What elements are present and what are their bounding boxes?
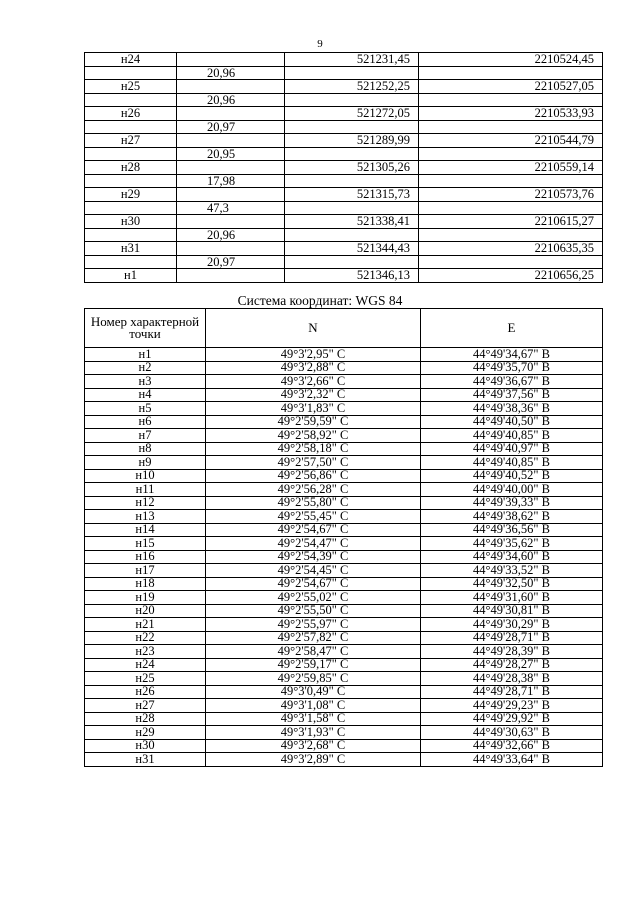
cell-n: 521252,25 [285,80,419,94]
cell-pt [85,174,177,188]
cell-n: 49°2'59,85" С [206,672,421,686]
cell-n: 521344,43 [285,242,419,256]
table-row [85,375,603,389]
cell-e: 44°49'28,71" В [421,685,603,699]
cell-n [285,228,419,242]
table-row [85,618,603,632]
cell-n [285,66,419,80]
table-row [85,361,603,375]
cell-point: н5 [85,402,206,416]
cell-e: 2210635,35 [419,242,603,256]
cell-point: н29 [85,726,206,740]
cell-n: 49°2'59,17" С [206,658,421,672]
distance-row [85,147,603,161]
cell-pt: н27 [85,134,177,148]
cell-n: 49°2'54,39" С [206,550,421,564]
cell-point: н16 [85,550,206,564]
cell-dist: 20,96 [177,66,285,80]
cell-n [285,147,419,161]
cell-point: н8 [85,442,206,456]
table-row [85,402,603,416]
cell-pt: н30 [85,215,177,229]
cell-e: 2210615,27 [419,215,603,229]
cell-dist [177,269,285,283]
table-row [85,564,603,578]
cell-dist [177,242,285,256]
cell-dist: 20,96 [177,93,285,107]
coordinates-table-wgs84 [84,308,603,767]
cell-n [285,93,419,107]
header-point: Номер характерной точки [85,309,206,348]
cell-n: 49°2'55,02" С [206,591,421,605]
cell-n: 49°2'55,97" С [206,618,421,632]
cell-dist [177,80,285,94]
cell-dist [177,53,285,67]
cell-point: н10 [85,469,206,483]
cell-n: 49°2'58,18" С [206,442,421,456]
table-row [85,456,603,470]
cell-n: 49°3'1,08" С [206,699,421,713]
cell-pt [85,120,177,134]
page-number: 9 [317,38,323,50]
cell-point: н18 [85,577,206,591]
table-row [85,415,603,429]
cell-point: н24 [85,658,206,672]
table-row [85,550,603,564]
cell-pt: н24 [85,53,177,67]
cell-point: н17 [85,564,206,578]
cell-e: 2210656,25 [419,269,603,283]
coordinates-table-msk [84,52,603,283]
cell-n: 49°3'2,68" С [206,739,421,753]
cell-pt [85,93,177,107]
table-row [85,496,603,510]
cell-n: 49°3'1,83" С [206,402,421,416]
table-row [85,429,603,443]
cell-e: 2210527,05 [419,80,603,94]
table-row [85,107,603,121]
cell-pt: н1 [85,269,177,283]
cell-point: н14 [85,523,206,537]
cell-n: 49°3'2,88" С [206,361,421,375]
cell-e: 44°49'40,97" В [421,442,603,456]
table-row [85,161,603,175]
cell-pt [85,66,177,80]
table-row [85,53,603,67]
cell-n: 49°3'1,93" С [206,726,421,740]
cell-point: н21 [85,618,206,632]
table-row [85,80,603,94]
table-row [85,753,603,767]
table-row [85,577,603,591]
cell-point: н30 [85,739,206,753]
cell-n: 49°2'59,59" С [206,415,421,429]
cell-n: 49°3'2,89" С [206,753,421,767]
cell-e: 44°49'37,56" В [421,388,603,402]
table-row [85,215,603,229]
cell-n: 49°2'58,92" С [206,429,421,443]
cell-dist: 20,95 [177,147,285,161]
cell-e: 44°49'34,67" В [421,348,603,362]
cell-n: 49°3'2,32" С [206,388,421,402]
cell-e: 44°49'28,27" В [421,658,603,672]
cell-pt [85,228,177,242]
distance-row [85,120,603,134]
cell-n: 521315,73 [285,188,419,202]
cell-e: 44°49'33,64" В [421,753,603,767]
cell-pt: н29 [85,188,177,202]
cell-pt: н26 [85,107,177,121]
cell-e: 44°49'40,00" В [421,483,603,497]
cell-n: 49°3'2,95" С [206,348,421,362]
cell-e: 44°49'28,39" В [421,645,603,659]
cell-point: н7 [85,429,206,443]
table-row [85,483,603,497]
cell-dist [177,134,285,148]
cell-e [419,174,603,188]
cell-e: 44°49'28,38" В [421,672,603,686]
cell-e: 44°49'40,50" В [421,415,603,429]
cell-n: 49°3'2,66" С [206,375,421,389]
cell-point: н25 [85,672,206,686]
cell-e: 44°49'28,71" В [421,631,603,645]
cell-n: 521305,26 [285,161,419,175]
cell-dist: 47,3 [177,201,285,215]
table-row [85,631,603,645]
cell-e: 44°49'31,60" В [421,591,603,605]
cell-e [419,120,603,134]
cell-point: н22 [85,631,206,645]
cell-pt [85,201,177,215]
cell-e [419,255,603,269]
table-row [85,388,603,402]
cell-dist [177,215,285,229]
cell-n: 49°2'57,82" С [206,631,421,645]
cell-point: н20 [85,604,206,618]
cell-e: 2210533,93 [419,107,603,121]
cell-n: 49°2'54,45" С [206,564,421,578]
cell-e: 44°49'36,67" В [421,375,603,389]
cell-e: 44°49'29,23" В [421,699,603,713]
coordinate-system-title: Система координат: WGS 84 [237,293,403,308]
cell-point: н11 [85,483,206,497]
cell-e: 44°49'40,52" В [421,469,603,483]
cell-point: н6 [85,415,206,429]
cell-e: 44°49'36,56" В [421,523,603,537]
cell-n: 49°2'55,80" С [206,496,421,510]
cell-e [419,147,603,161]
distance-row [85,255,603,269]
cell-e: 44°49'39,33" В [421,496,603,510]
table-row [85,726,603,740]
header-n: N [206,309,421,348]
cell-dist: 17,98 [177,174,285,188]
cell-n: 49°2'58,47" С [206,645,421,659]
cell-e: 44°49'35,70" В [421,361,603,375]
cell-e: 44°49'30,81" В [421,604,603,618]
distance-row [85,201,603,215]
table-row [85,591,603,605]
cell-n [285,255,419,269]
table-row [85,672,603,686]
distance-row [85,93,603,107]
cell-point: н15 [85,537,206,551]
cell-n: 49°3'1,58" С [206,712,421,726]
cell-n: 49°2'54,67" С [206,577,421,591]
cell-pt [85,147,177,161]
table-row [85,510,603,524]
cell-dist [177,161,285,175]
table-row [85,537,603,551]
cell-e: 44°49'40,85" В [421,429,603,443]
cell-n: 49°2'54,47" С [206,537,421,551]
cell-e [419,66,603,80]
cell-n: 521231,45 [285,53,419,67]
table-row [85,469,603,483]
distance-row [85,228,603,242]
cell-n: 521338,41 [285,215,419,229]
cell-e: 2210544,79 [419,134,603,148]
cell-point: н27 [85,699,206,713]
cell-n: 521346,13 [285,269,419,283]
cell-point: н23 [85,645,206,659]
cell-point: н1 [85,348,206,362]
table-row [85,699,603,713]
cell-dist: 20,97 [177,255,285,269]
cell-point: н13 [85,510,206,524]
table-row [85,604,603,618]
table-row [85,242,603,256]
distance-row [85,66,603,80]
cell-point: н12 [85,496,206,510]
table-row [85,712,603,726]
cell-pt: н31 [85,242,177,256]
cell-e: 2210559,14 [419,161,603,175]
cell-n: 49°2'56,28" С [206,483,421,497]
table-row [85,685,603,699]
cell-e [419,93,603,107]
cell-e: 44°49'40,85" В [421,456,603,470]
cell-e: 44°49'35,62" В [421,537,603,551]
header-e: E [421,309,603,348]
cell-pt: н28 [85,161,177,175]
cell-dist: 20,97 [177,120,285,134]
cell-dist: 20,96 [177,228,285,242]
table-row [85,188,603,202]
cell-n: 49°2'55,45" С [206,510,421,524]
cell-point: н3 [85,375,206,389]
table-row [85,658,603,672]
cell-n [285,120,419,134]
cell-n: 49°2'54,67" С [206,523,421,537]
cell-e [419,228,603,242]
cell-e: 44°49'30,29" В [421,618,603,632]
cell-n: 521272,05 [285,107,419,121]
cell-n: 49°2'56,86" С [206,469,421,483]
cell-e: 44°49'33,52" В [421,564,603,578]
cell-point: н9 [85,456,206,470]
cell-pt [85,255,177,269]
cell-point: н31 [85,753,206,767]
table-row [85,645,603,659]
cell-point: н19 [85,591,206,605]
cell-e: 44°49'32,66" В [421,739,603,753]
table-row [85,134,603,148]
table-row [85,348,603,362]
distance-row [85,174,603,188]
cell-n [285,174,419,188]
cell-pt: н25 [85,80,177,94]
cell-e: 44°49'34,60" В [421,550,603,564]
cell-n: 49°3'0,49" С [206,685,421,699]
cell-e: 44°49'30,63" В [421,726,603,740]
cell-n: 49°2'55,50" С [206,604,421,618]
cell-dist [177,188,285,202]
cell-e [419,201,603,215]
table-row [85,739,603,753]
cell-dist [177,107,285,121]
cell-point: н4 [85,388,206,402]
table-row [85,523,603,537]
table-row [85,442,603,456]
cell-n: 49°2'57,50" С [206,456,421,470]
cell-e: 44°49'38,36" В [421,402,603,416]
cell-e: 2210573,76 [419,188,603,202]
cell-point: н2 [85,361,206,375]
cell-e: 2210524,45 [419,53,603,67]
cell-e: 44°49'38,62" В [421,510,603,524]
cell-point: н28 [85,712,206,726]
table-row [85,269,603,283]
cell-e: 44°49'29,92" В [421,712,603,726]
cell-n: 521289,99 [285,134,419,148]
cell-n [285,201,419,215]
cell-e: 44°49'32,50" В [421,577,603,591]
table-header-row [85,309,603,348]
cell-point: н26 [85,685,206,699]
